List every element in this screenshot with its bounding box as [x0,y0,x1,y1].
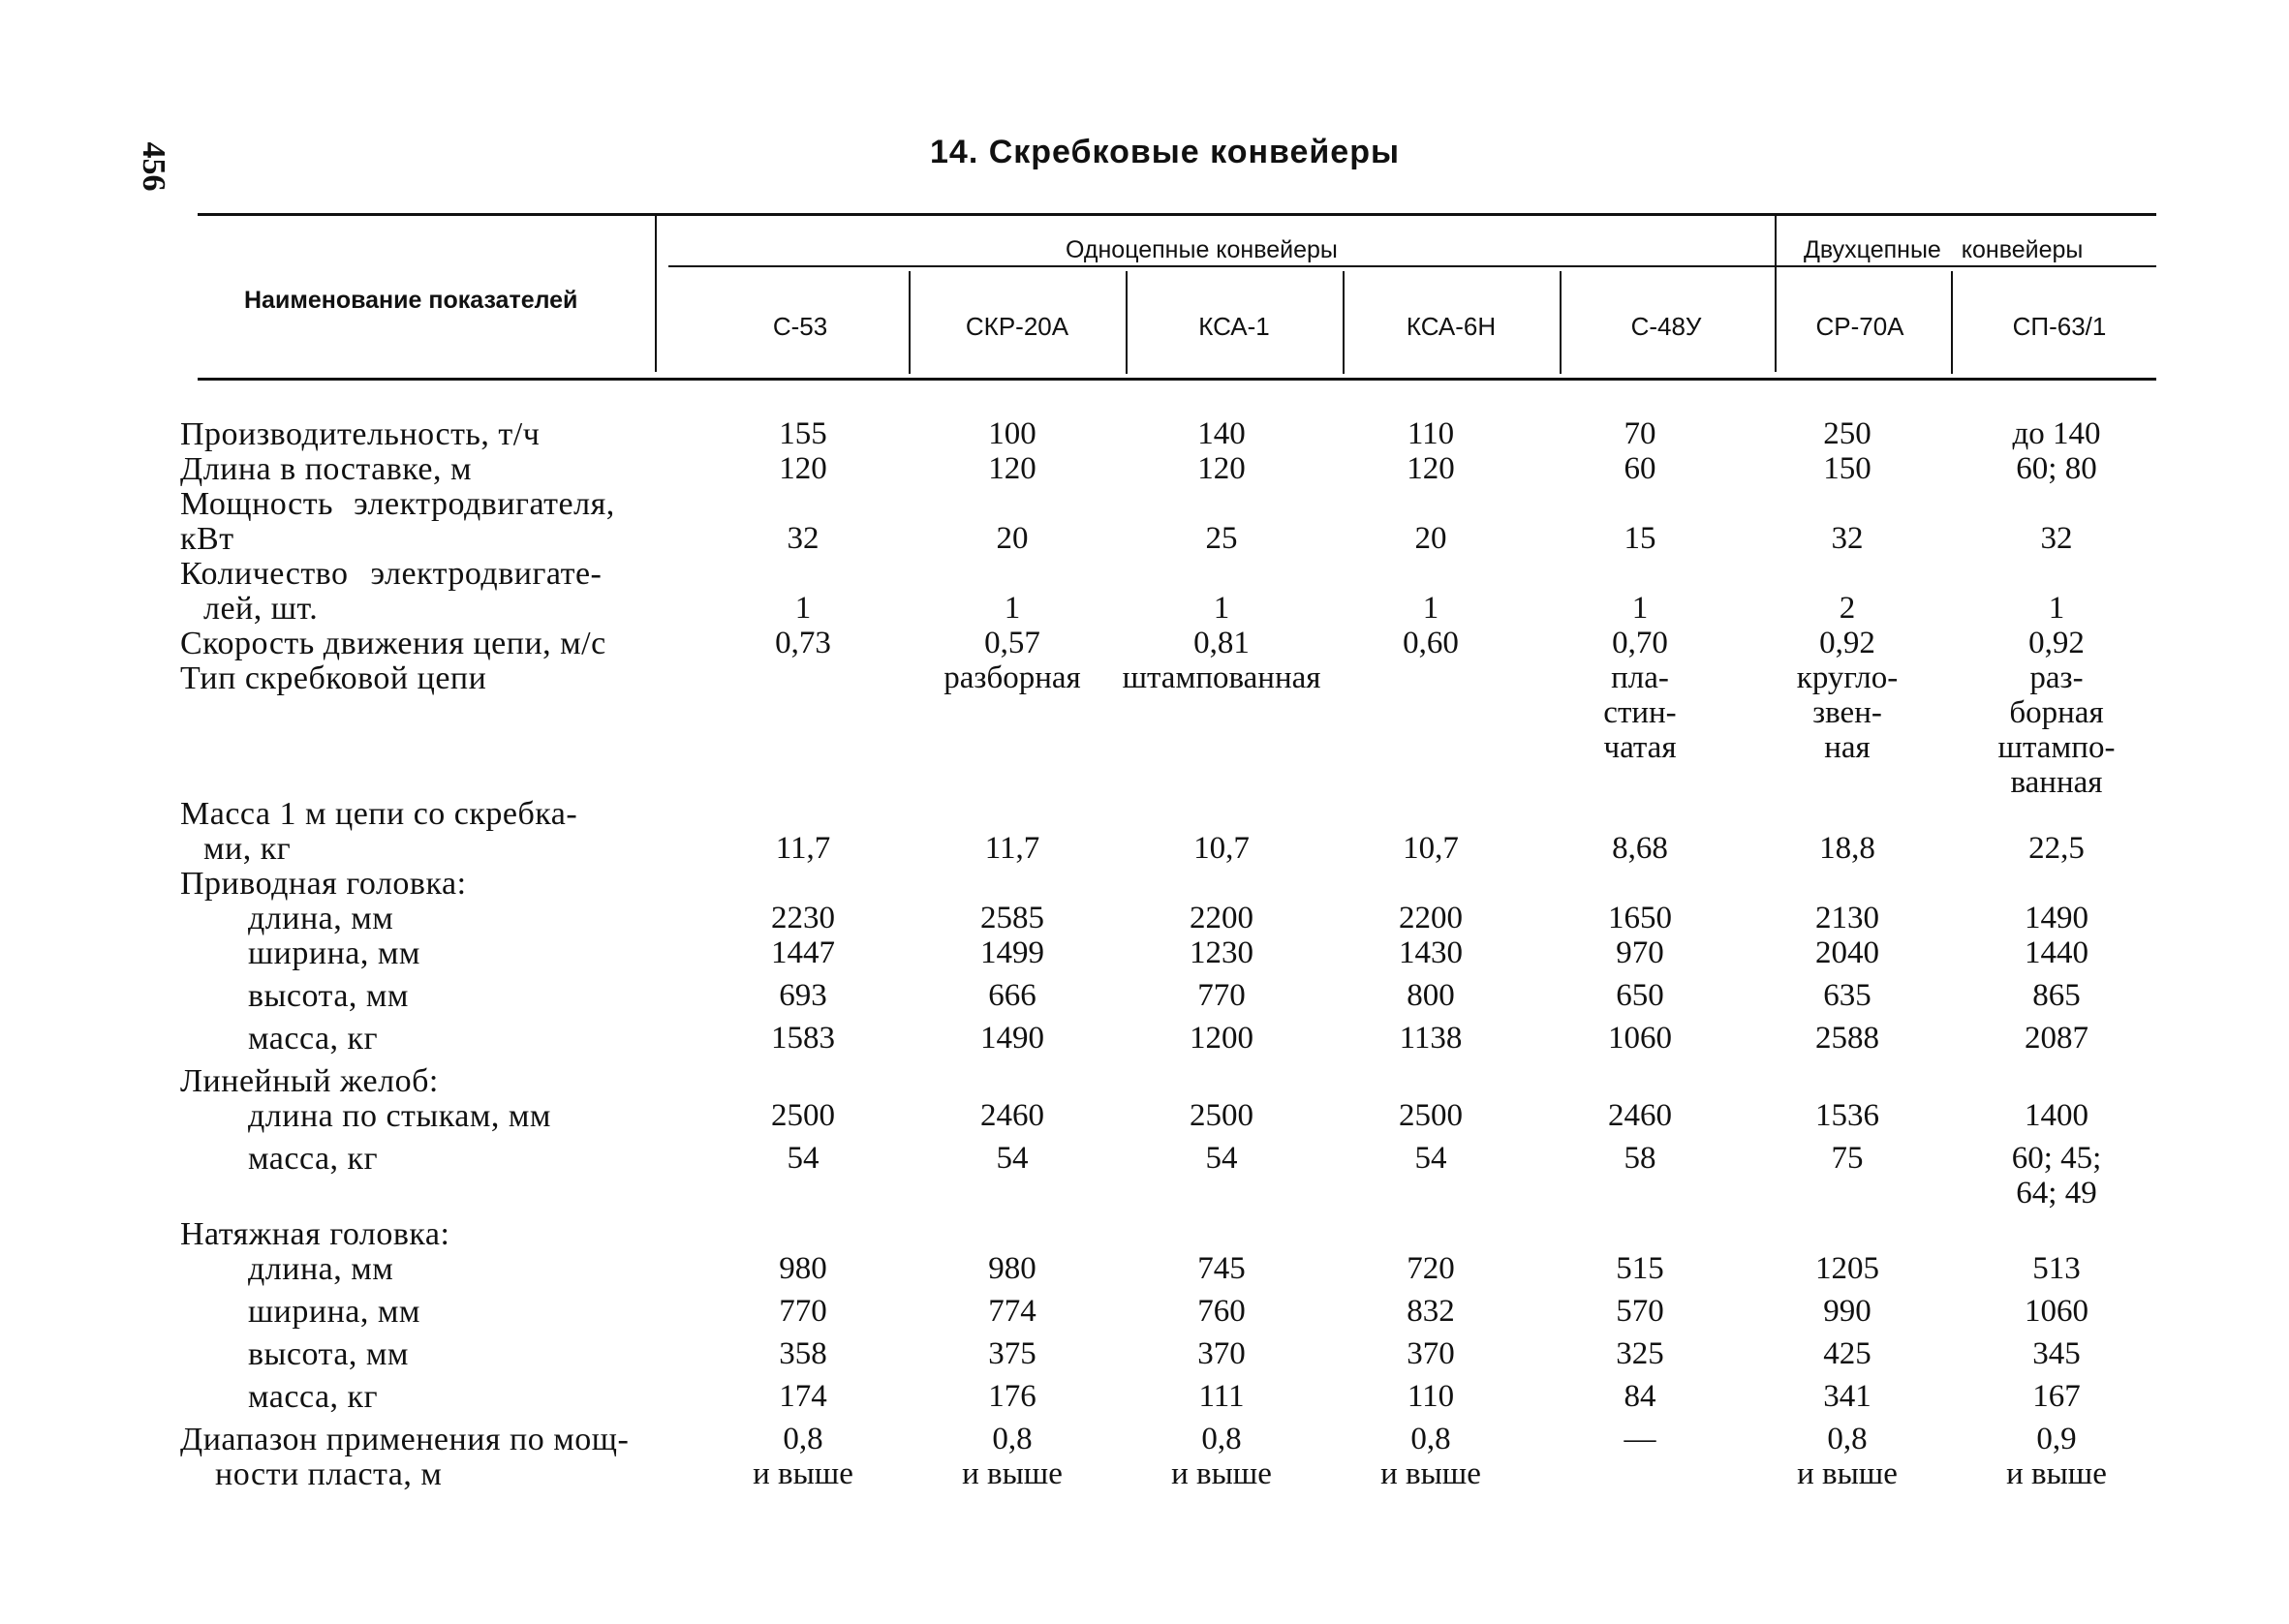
data-cell: 0,8 [783,1422,823,1456]
data-cell: 2500 [771,1098,835,1133]
data-cell: 60 [1624,451,1656,486]
data-cell: ная [1824,730,1871,765]
model-header: С-48У [1630,312,1702,341]
data-cell: 0,9 [2036,1422,2077,1456]
data-cell: 2 [1839,591,1856,626]
row-label: высота, мм [248,978,409,1014]
data-cell: 2588 [1815,1021,1879,1056]
data-cell: разборная [943,660,1081,695]
data-cell: 990 [1823,1294,1871,1329]
data-cell: 150 [1823,451,1871,486]
data-cell: 0,8 [1201,1422,1242,1456]
data-cell: 1400 [2025,1098,2088,1133]
data-cell: 2230 [771,901,835,935]
data-cell: 120 [1407,451,1455,486]
data-cell: 1447 [771,935,835,970]
data-cell: стин- [1603,695,1677,730]
data-cell: 770 [1197,978,1246,1013]
data-cell: 345 [2032,1336,2081,1371]
data-cell: 32 [787,521,820,556]
column-divider [909,271,911,374]
data-cell: 513 [2032,1251,2081,1286]
data-cell: 358 [779,1336,827,1371]
row-label: длина по стыкам, мм [248,1098,551,1134]
row-label: лей, шт. [203,591,319,627]
data-cell: 2040 [1815,935,1879,970]
data-cell: 1 [1422,591,1439,626]
data-cell: 20 [996,521,1029,556]
data-cell: чатая [1603,730,1677,765]
data-cell: 60; 80 [2016,451,2097,486]
data-cell: штампо- [1997,730,2116,765]
row-label: Производительность, т/ч [180,416,541,452]
data-cell: 1490 [980,1021,1044,1056]
data-cell: 745 [1197,1251,1246,1286]
data-cell: и выше [962,1456,1063,1491]
data-cell: 375 [988,1336,1036,1371]
data-cell: борная [2009,695,2104,730]
data-cell: 1499 [980,935,1044,970]
data-cell: и выше [1171,1456,1272,1491]
data-cell: 1 [1004,591,1021,626]
data-cell: 2130 [1815,901,1879,935]
data-cell: 54 [996,1141,1029,1176]
data-cell: 1060 [1608,1021,1672,1056]
data-cell: 1440 [2025,935,2088,970]
data-cell: 980 [779,1251,827,1286]
data-cell: 650 [1616,978,1664,1013]
data-cell: 0,60 [1403,626,1459,660]
data-cell: 666 [988,978,1036,1013]
data-cell: 100 [988,416,1036,451]
data-cell: 1430 [1399,935,1463,970]
row-label: масса, кг [248,1021,379,1057]
data-cell: 1 [2048,591,2065,626]
data-cell: 980 [988,1251,1036,1286]
data-cell: 970 [1616,935,1664,970]
data-cell: 800 [1407,978,1455,1013]
data-cell: пла- [1611,660,1669,695]
section-label: Натяжная головка: [180,1216,450,1252]
row-label: Диапазон применения по мощ- [180,1422,630,1457]
row-label: Длина в поставке, м [180,451,473,487]
header-divider [655,215,657,372]
data-cell: ванная [2010,765,2103,800]
data-cell: 167 [2032,1379,2081,1414]
data-cell: 58 [1624,1141,1656,1176]
data-cell: 75 [1831,1141,1864,1176]
column-divider [1560,271,1562,374]
data-cell: 15 [1624,521,1656,556]
data-cell: 110 [1407,1379,1455,1414]
data-cell: 1060 [2025,1294,2088,1329]
data-cell: 2460 [980,1098,1044,1133]
indicator-header: Наименование показателей [244,287,578,314]
data-cell: 0,81 [1193,626,1250,660]
data-cell: и выше [2006,1456,2107,1491]
data-cell: 2500 [1399,1098,1463,1133]
data-cell: 0,92 [1819,626,1875,660]
data-cell: 8,68 [1612,831,1668,866]
data-cell: 760 [1197,1294,1246,1329]
column-divider [1343,271,1345,374]
header-bottom-rule [198,378,2156,381]
data-cell: 2200 [1399,901,1463,935]
row-label: Количество электродвигате- [180,556,603,592]
group-divider [1775,215,1777,372]
data-cell: и выше [1380,1456,1481,1491]
data-cell: 120 [1197,451,1246,486]
data-cell: 176 [988,1379,1036,1414]
data-cell: и выше [1797,1456,1898,1491]
data-cell: 0,70 [1612,626,1668,660]
column-divider [1126,271,1128,374]
model-header: КСА-1 [1198,312,1270,341]
data-cell: 70 [1624,416,1656,451]
model-header: СР-70А [1815,312,1904,341]
data-cell: 11,7 [984,831,1040,866]
data-cell: до 140 [2012,416,2101,451]
page-number: 456 [136,141,171,192]
data-cell: 774 [988,1294,1036,1329]
data-cell: 120 [779,451,827,486]
data-cell: 1138 [1399,1021,1463,1056]
data-cell: 18,8 [1819,831,1875,866]
data-cell: 54 [1205,1141,1238,1176]
data-cell: 120 [988,451,1036,486]
data-cell: 2500 [1190,1098,1253,1133]
data-cell: 325 [1616,1336,1664,1371]
row-label: масса, кг [248,1141,379,1177]
model-header: СП-63/1 [2012,312,2107,341]
data-cell: 1200 [1190,1021,1253,1056]
data-cell: 111 [1198,1379,1245,1414]
data-cell: раз- [2029,660,2084,695]
data-cell: — [1624,1422,1656,1456]
section-label: Приводная головка: [180,866,467,902]
data-cell: кругло- [1796,660,1899,695]
data-cell: 84 [1624,1379,1656,1414]
row-label: высота, мм [248,1336,409,1372]
data-cell: 32 [1831,521,1864,556]
data-cell: 60; 45; [2011,1141,2102,1176]
data-cell: 720 [1407,1251,1455,1286]
data-cell: 2460 [1608,1098,1672,1133]
data-cell: 11,7 [775,831,831,866]
data-cell: 1205 [1815,1251,1879,1286]
data-cell: 64; 49 [2016,1176,2097,1210]
row-label: ширина, мм [248,1294,420,1330]
data-cell: 425 [1823,1336,1871,1371]
data-cell: 2585 [980,901,1044,935]
data-cell: 1 [794,591,812,626]
row-label: Тип скребковой цепи [180,660,487,696]
data-cell: 32 [2040,521,2073,556]
data-cell: 2200 [1190,901,1253,935]
data-cell: 54 [787,1141,820,1176]
data-cell: 1490 [2025,901,2088,935]
data-cell: 54 [1414,1141,1447,1176]
group-rule [668,265,2156,267]
data-cell: 25 [1205,521,1238,556]
row-label: кВт [180,521,234,557]
model-header: С-53 [772,312,828,341]
data-cell: 250 [1823,416,1871,451]
row-label: длина, мм [248,1251,394,1287]
page-title: 14. Скребковые конвейеры [930,134,1400,170]
data-cell: 1230 [1190,935,1253,970]
row-label: ширина, мм [248,935,420,971]
model-header: СКР-20А [965,312,1069,341]
data-cell: 0,92 [2028,626,2085,660]
row-label: ности пласта, м [215,1456,443,1492]
data-cell: 1 [1213,591,1230,626]
data-cell: 174 [779,1379,827,1414]
data-cell: 22,5 [2028,831,2085,866]
data-cell: 341 [1823,1379,1871,1414]
data-cell: 370 [1407,1336,1455,1371]
data-cell: 0,8 [992,1422,1033,1456]
data-cell: 0,8 [1827,1422,1868,1456]
data-cell: 2087 [2025,1021,2088,1056]
double-chain-group-header: Двухцепные конвейеры [1804,236,2084,263]
data-cell: 0,57 [984,626,1040,660]
data-cell: 865 [2032,978,2081,1013]
data-cell: и выше [753,1456,853,1491]
data-cell: 10,7 [1193,831,1250,866]
section-label: Линейный желоб: [180,1063,439,1099]
data-cell: 1 [1631,591,1649,626]
row-label: Масса 1 м цепи со скребка- [180,796,578,832]
data-cell: 832 [1407,1294,1455,1329]
data-cell: звен- [1812,695,1882,730]
data-cell: 1536 [1815,1098,1879,1133]
data-cell: 1583 [771,1021,835,1056]
data-cell: 110 [1407,416,1455,451]
data-cell: 515 [1616,1251,1664,1286]
data-cell: 1650 [1608,901,1672,935]
data-cell: 140 [1197,416,1246,451]
data-cell: 635 [1823,978,1871,1013]
data-cell: 155 [779,416,827,451]
data-cell: 0,8 [1410,1422,1451,1456]
row-label: Мощность электродвигателя, [180,486,615,522]
data-cell: 0,73 [775,626,831,660]
data-cell: 10,7 [1403,831,1459,866]
data-cell: 570 [1616,1294,1664,1329]
data-cell: 370 [1197,1336,1246,1371]
single-chain-group-header: Одноцепные конвейеры [1066,236,1338,263]
model-header: КСА-6Н [1406,312,1497,341]
row-label: ми, кг [203,831,292,867]
row-label: Скорость движения цепи, м/с [180,626,606,661]
data-cell: 770 [779,1294,827,1329]
data-cell: штампованная [1122,660,1321,695]
row-label: длина, мм [248,901,394,936]
row-label: масса, кг [248,1379,379,1415]
header-top-rule [198,213,2156,216]
data-cell: 20 [1414,521,1447,556]
data-cell: 693 [779,978,827,1013]
